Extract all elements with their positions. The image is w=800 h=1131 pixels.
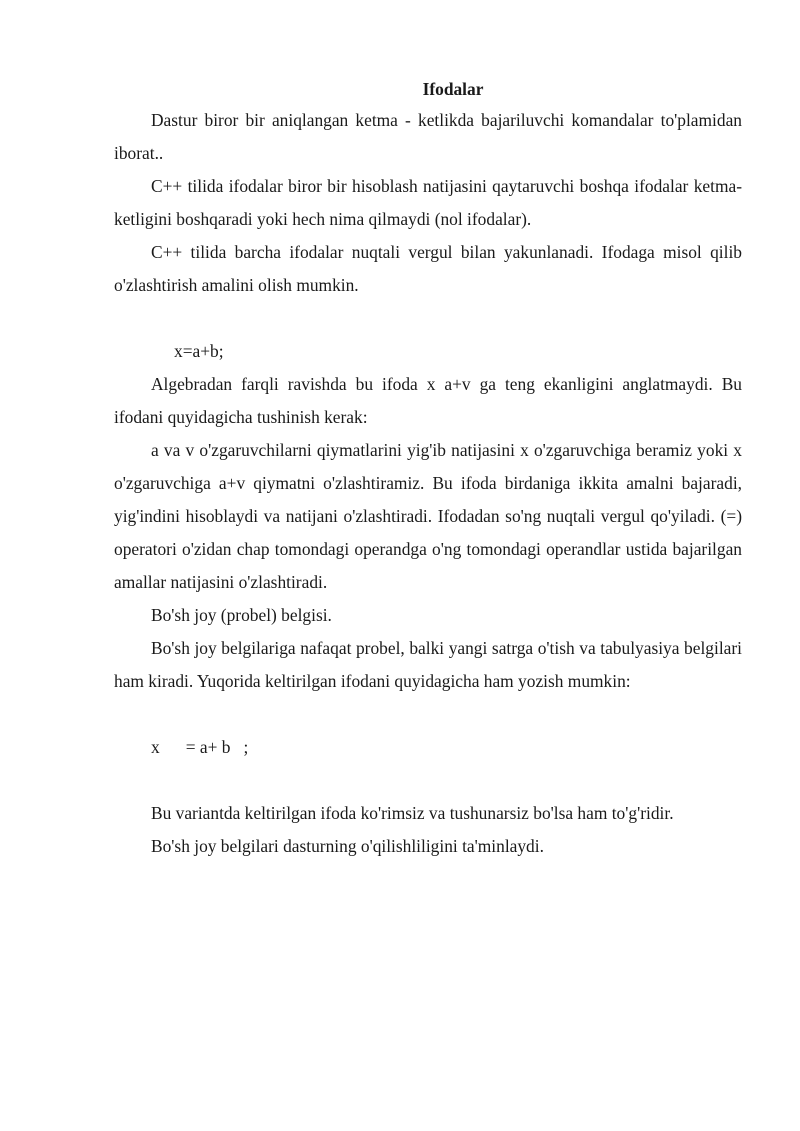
- paragraph-variant-note: Bu variantda keltirilgan ifoda ko'rimsiz va tushunarsiz bo'lsa ham to'g'ridir.: [151, 803, 674, 823]
- paragraph-cpp-expressions: C++ tilida ifodalar biror bir hisoblash natijasini qaytaruvchi boshqa ifodalar ketma-ketligini boshqaradi yoki hech nima qilmaydi (nol ifodalar).: [114, 176, 742, 229]
- paragraph-readability: Bo'sh joy belgilari dasturning o'qilishliligini ta'minlaydi.: [151, 836, 544, 856]
- paragraph-whitespace-chars: Bo'sh joy belgilariga nafaqat probel, balki yangi satrga o'tish va tabulyasiya belgilari ham kiradi. Yuqorida keltirilgan ifodani quyidagicha ham yozish mumkin:: [114, 638, 742, 691]
- spacer: [114, 764, 742, 797]
- spacer: [114, 302, 742, 335]
- spacer: [114, 698, 742, 731]
- paragraph-algebra: Algebradan farqli ravishda bu ifoda x a+v ga teng ekanligini anglatmaydi. Bu ifodani quyidagicha tushinish kerak:: [114, 374, 742, 427]
- paragraph-definition: Dastur biror bir aniqlangan ketma - ketlikda bajariluvchi komandalar to'plamidan iborat..: [114, 110, 742, 163]
- paragraph-semicolon: C++ tilida barcha ifodalar nuqtali vergul bilan yakunlanadi. Ifodaga misol qilib o'zlashtirish amalini olish mumkin.: [114, 242, 742, 295]
- code-example-2: x = a+ b ;: [151, 737, 249, 757]
- page-title: Ifodalar: [422, 79, 484, 99]
- document-page: [114, 78, 742, 863]
- code-example-1: x=a+b;: [174, 341, 224, 361]
- paragraph-whitespace-heading: Bo'sh joy (probel) belgisi.: [151, 605, 332, 625]
- paragraph-assignment-explanation: a va v o'zgaruvchilarni qiymatlarini yig'ib natijasini x o'zgaruvchiga beramiz yoki x o'zgaruvchiga a+v qiymatni o'zlashtiramiz. Bu ifoda birdaniga ikkita amalni bajaradi, yig'indini hisoblaydi va natijani o'zlashtiradi. Ifodadan so'ng nuqtali vergul qo'yiladi. (=) operatori o'zidan chap tomondagi operandga o'ng tomondagi operandlar ustida bajarilgan amallar natijasini o'zlashtiradi.: [114, 440, 742, 592]
